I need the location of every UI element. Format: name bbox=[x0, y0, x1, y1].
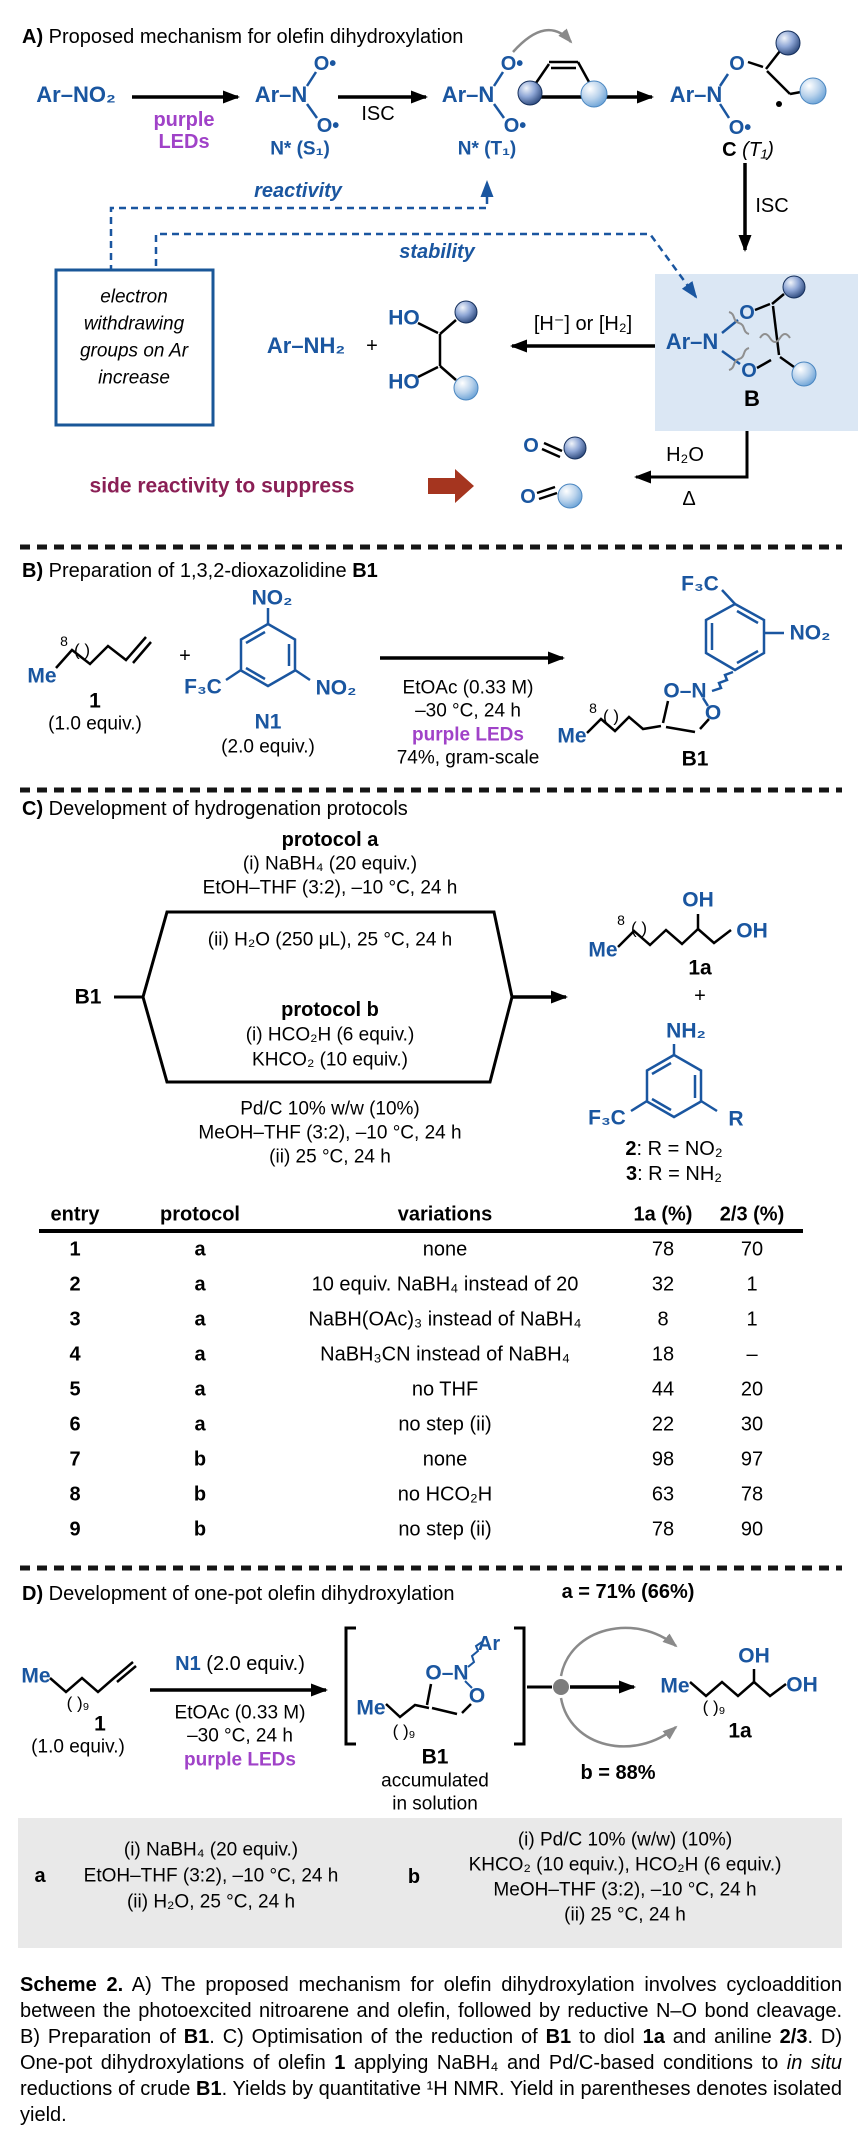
table-cell: 8 bbox=[657, 1308, 669, 1330]
table-cell: a bbox=[194, 1308, 206, 1330]
def-compound-3 bbox=[626, 1164, 722, 1184]
ho-label-top: HO bbox=[388, 306, 420, 330]
chain-paren-1a: ( ) bbox=[630, 918, 648, 938]
ar-n-t1: Ar–N bbox=[441, 82, 495, 107]
table-row bbox=[0, 1442, 860, 1477]
ar-no2-formula: Ar–NO₂ bbox=[36, 82, 116, 107]
th-protocol: protocol bbox=[160, 1203, 240, 1226]
me-label-d1: Me bbox=[21, 1664, 51, 1688]
aldehyde-o-top: O bbox=[523, 435, 539, 457]
table-cell: 3 bbox=[69, 1308, 81, 1330]
table-cell: 44 bbox=[651, 1378, 675, 1400]
plus-sign-c: + bbox=[694, 985, 706, 1007]
isc-label-2: ISC bbox=[755, 195, 789, 217]
h2o-label: H₂O bbox=[666, 444, 704, 466]
table-cell: a bbox=[194, 1238, 206, 1260]
protocol-table-body bbox=[0, 1232, 860, 1547]
caption-segment: 2/3 bbox=[779, 2026, 808, 2048]
table-cell: 4 bbox=[69, 1343, 81, 1365]
o-label-b-bottom: O bbox=[741, 360, 757, 382]
protocol-b-line1: (i) HCO₂H (6 equiv.) bbox=[245, 1024, 415, 1046]
chain-sup-1a: 8 bbox=[617, 912, 625, 928]
o-radical-t1-bottom: O• bbox=[503, 115, 527, 137]
stability-label: stability bbox=[399, 241, 475, 263]
protocol-b-line3: Pd/C 10% w/w (10%) bbox=[240, 1098, 420, 1120]
oh-right-1a-d: OH bbox=[786, 1673, 818, 1697]
protocol-a-line3: (ii) H₂O (250 μL), 25 °C, 24 h bbox=[207, 929, 453, 951]
side-reactivity-label: side reactivity to suppress bbox=[89, 474, 355, 498]
table-cell: 5 bbox=[69, 1378, 81, 1400]
cond-d-2: –30 °C, 24 h bbox=[187, 1725, 293, 1747]
o-radical-s1-bottom: O• bbox=[316, 115, 340, 137]
cond-d-1: EtOAc (0.33 M) bbox=[174, 1702, 306, 1724]
table-cell: b bbox=[193, 1483, 207, 1505]
plus-sign-b: + bbox=[179, 645, 191, 667]
compound-1-label: 1 bbox=[89, 689, 101, 713]
n-star-s1-label: N* (S₁) bbox=[270, 138, 330, 160]
table-cell: 32 bbox=[651, 1273, 675, 1295]
section-c-title: Development of hydrogenation protocols bbox=[43, 798, 408, 820]
o-label-ct1: O bbox=[729, 53, 745, 75]
nitroarene-n1-structure bbox=[226, 608, 310, 686]
cond-b-4: 74%, gram-scale bbox=[396, 747, 540, 769]
section-d-title: Development of one-pot olefin dihydroxylation bbox=[43, 1583, 455, 1605]
olefin-1-structure-d bbox=[50, 1662, 136, 1692]
compound-1a-label-d: 1a bbox=[728, 1719, 752, 1743]
delta-label: Δ bbox=[682, 488, 696, 510]
excited-nitroarene-s1-bonds bbox=[307, 72, 317, 118]
c-t1-bold: C bbox=[722, 139, 737, 161]
compound-b-label: B bbox=[744, 386, 760, 411]
ewg-line-3: groups on Ar bbox=[79, 340, 189, 362]
section-a-label: A) bbox=[22, 26, 44, 48]
table-cell: 2 bbox=[69, 1273, 81, 1295]
hydride-conditions: [H⁻] or [H₂] bbox=[533, 313, 633, 335]
table-cell: 78 bbox=[651, 1518, 675, 1540]
chain-paren-b1: ( ) bbox=[602, 706, 620, 726]
table-cell: b bbox=[193, 1448, 207, 1470]
compound-b1-label: B1 bbox=[681, 747, 709, 771]
c-t1-label bbox=[722, 140, 774, 160]
table-cell: no HCO₂H bbox=[397, 1483, 493, 1505]
table-cell: 9 bbox=[69, 1518, 81, 1540]
table-cell: 30 bbox=[740, 1413, 764, 1435]
caption-segment: applying NaBH₄ and Pd/C-based conditions to bbox=[345, 2052, 787, 2074]
table-row bbox=[0, 1372, 860, 1407]
def-2-num: 2 bbox=[625, 1138, 637, 1160]
def-3-rest: : R = NH₂ bbox=[637, 1163, 723, 1185]
def-3-num: 3 bbox=[625, 1163, 638, 1185]
aniline-r: R bbox=[728, 1107, 744, 1131]
ho-label-bottom: HO bbox=[388, 370, 420, 394]
table-cell: 20 bbox=[740, 1378, 764, 1400]
n1-rest: (2.0 equiv.) bbox=[200, 1653, 305, 1675]
table-cell: 10 equiv. NaBH₄ instead of 20 bbox=[311, 1273, 579, 1295]
b1-f3c: F₃C bbox=[681, 572, 719, 596]
table-cell: 7 bbox=[69, 1448, 81, 1470]
me-label-1: Me bbox=[27, 664, 57, 688]
def-2-rest: : R = NO₂ bbox=[636, 1138, 723, 1160]
box-b-line1: (i) Pd/C 10% (w/w) (10%) bbox=[517, 1829, 733, 1851]
ewg-line-4: increase bbox=[98, 367, 170, 389]
table-cell: no step (ii) bbox=[398, 1518, 492, 1540]
section-b-title: Preparation of 1,3,2-dioxazolidine bbox=[43, 560, 353, 582]
chain-paren-d1: ( )₉ bbox=[66, 1693, 90, 1713]
me-label-d-int: Me bbox=[356, 1696, 386, 1720]
table-row bbox=[0, 1232, 860, 1267]
equiv-1-label-d: (1.0 equiv.) bbox=[31, 1736, 125, 1758]
caption-segment: to diol bbox=[571, 2026, 643, 2048]
cond-d-3: purple LEDs bbox=[184, 1749, 296, 1771]
reactivity-label: reactivity bbox=[254, 180, 342, 202]
table-cell: 1 bbox=[69, 1238, 81, 1260]
table-row bbox=[0, 1477, 860, 1512]
n1-bold: N1 bbox=[175, 1653, 201, 1675]
table-cell: 63 bbox=[651, 1483, 675, 1505]
n1-no2-top: NO₂ bbox=[251, 586, 293, 610]
table-cell: 8 bbox=[69, 1483, 81, 1505]
ar-n-s1: Ar–N bbox=[254, 82, 308, 107]
aniline-f3c: F₃C bbox=[588, 1106, 626, 1130]
equiv-1-label: (1.0 equiv.) bbox=[48, 713, 142, 735]
cond-b-2: –30 °C, 24 h bbox=[415, 700, 521, 722]
excited-nitroarene-t1-bonds bbox=[494, 72, 504, 118]
o-n-label-d: O–N bbox=[425, 1661, 469, 1685]
me-label-b1: Me bbox=[557, 724, 587, 748]
def-compound-2 bbox=[625, 1139, 722, 1159]
oh-right-1a: OH bbox=[736, 919, 768, 943]
box-b-label: b bbox=[407, 1866, 421, 1888]
b1-reactant-label: B1 bbox=[74, 985, 102, 1009]
o-radical-ct1: O• bbox=[728, 117, 752, 139]
aldehyde-o-bottom: O bbox=[520, 486, 536, 508]
yield-a-rest: = 71% (66%) bbox=[572, 1581, 695, 1603]
o-label-b-top: O bbox=[739, 302, 755, 324]
b1-o2: O bbox=[704, 701, 722, 725]
section-d-label: D) bbox=[22, 1583, 44, 1605]
compound-1-label-d: 1 bbox=[94, 1712, 106, 1736]
n1-no2-right: NO₂ bbox=[315, 676, 357, 700]
th-2-3: 2/3 (%) bbox=[719, 1203, 785, 1226]
section-c-label: C) bbox=[22, 798, 44, 820]
n-star-t1-label: N* (T₁) bbox=[457, 138, 517, 160]
in-solution-label: in solution bbox=[392, 1793, 478, 1815]
yield-b-bold: b bbox=[580, 1762, 593, 1784]
side-reactivity-block-arrow bbox=[428, 469, 474, 503]
table-cell: a bbox=[194, 1413, 206, 1435]
oh-top-1a: OH bbox=[682, 888, 714, 912]
compound-n1-label: N1 bbox=[254, 710, 282, 734]
table-cell: no THF bbox=[411, 1378, 479, 1400]
n1-f3c: F₃C bbox=[184, 675, 222, 699]
table-cell: 98 bbox=[651, 1448, 675, 1470]
yield-a-bold: a bbox=[561, 1581, 573, 1603]
caption-segment: B1 bbox=[183, 2026, 210, 2048]
chain-paren-d-int: ( )₉ bbox=[392, 1721, 416, 1741]
o2-label-d: O bbox=[468, 1684, 486, 1708]
fork-arrows bbox=[527, 1628, 676, 1747]
table-cell: 1 bbox=[746, 1308, 758, 1330]
purple-leds-line1: purple bbox=[153, 109, 215, 131]
chain-paren-1: ( ) bbox=[73, 640, 91, 660]
box-a-line2: EtOH–THF (3:2), –10 °C, 24 h bbox=[83, 1865, 339, 1887]
diol-structure bbox=[418, 301, 478, 400]
box-b-line2: KHCO₂ (10 equiv.), HCO₂H (6 equiv.) bbox=[468, 1854, 782, 1876]
table-cell: NaBH(OAc)₃ instead of NaBH₄ bbox=[308, 1308, 582, 1330]
table-cell: none bbox=[422, 1238, 468, 1260]
section-a-header bbox=[22, 24, 463, 50]
yield-b-label bbox=[580, 1763, 655, 1783]
me-label-1a-d: Me bbox=[660, 1674, 690, 1698]
table-cell: 6 bbox=[69, 1413, 81, 1435]
th-1a: 1a (%) bbox=[633, 1203, 693, 1226]
table-cell: a bbox=[194, 1378, 206, 1400]
protocol-a-line1: (i) NaBH₄ (20 equiv.) bbox=[242, 853, 418, 875]
table-cell: NaBH₃CN instead of NaBH₄ bbox=[320, 1343, 570, 1365]
protocol-a-line2: EtOH–THF (3:2), –10 °C, 24 h bbox=[202, 877, 458, 899]
protocol-b-line2: KHCO₂ (10 equiv.) bbox=[252, 1049, 408, 1071]
th-entry: entry bbox=[50, 1203, 100, 1226]
caption-segment: B1 bbox=[196, 2078, 222, 2100]
table-row bbox=[0, 1512, 860, 1547]
cond-b-3: purple LEDs bbox=[412, 724, 524, 746]
table-cell: a bbox=[194, 1273, 206, 1295]
chain-sup-1: 8 bbox=[60, 633, 68, 649]
isc-label-1: ISC bbox=[361, 103, 395, 125]
table-row bbox=[0, 1267, 860, 1302]
ewg-line-2: withdrawing bbox=[83, 313, 185, 335]
th-variations: variations bbox=[397, 1203, 493, 1226]
table-cell: 18 bbox=[651, 1343, 675, 1365]
caption-segment: in situ bbox=[786, 2052, 842, 2074]
box-b-line3: MeOH–THF (3:2), –10 °C, 24 h bbox=[493, 1879, 757, 1901]
accumulated-label: accumulated bbox=[381, 1770, 489, 1792]
section-b-title-bold: B1 bbox=[352, 560, 378, 582]
o-radical-s1-top: O• bbox=[313, 53, 337, 75]
table-row bbox=[0, 1337, 860, 1372]
caption-segment: 1a bbox=[642, 2026, 665, 2048]
caption-segment: and aniline bbox=[664, 2026, 780, 2048]
yield-a-label bbox=[562, 1582, 695, 1602]
figure-caption bbox=[20, 1972, 842, 2128]
caption-segment: . C) Optimisation of the reduction of bbox=[209, 2026, 546, 2048]
table-row bbox=[0, 1407, 860, 1442]
section-b-header bbox=[22, 558, 378, 584]
table-cell: no step (ii) bbox=[398, 1413, 492, 1435]
ewg-line-1: electron bbox=[100, 286, 168, 308]
b1-o-n: O–N bbox=[663, 679, 707, 703]
n1-conditions-label bbox=[175, 1654, 305, 1674]
table-cell: – bbox=[746, 1343, 758, 1365]
protocol-b-title: protocol b bbox=[281, 999, 379, 1021]
table-row bbox=[0, 1302, 860, 1337]
box-a-line3: (ii) H₂O, 25 °C, 24 h bbox=[126, 1891, 296, 1913]
ar-n-b: Ar–N bbox=[665, 329, 719, 354]
table-cell: 78 bbox=[651, 1238, 675, 1260]
purple-leds-line2: LEDs bbox=[158, 131, 210, 153]
section-d-header bbox=[22, 1581, 454, 1607]
table-cell: 97 bbox=[740, 1448, 764, 1470]
caption-segment: 1 bbox=[334, 2052, 346, 2074]
table-cell: 70 bbox=[740, 1238, 764, 1260]
compound-1a-label: 1a bbox=[688, 956, 712, 980]
table-cell: 78 bbox=[740, 1483, 764, 1505]
nh2-label: NH₂ bbox=[666, 1019, 706, 1043]
olefin-1-structure bbox=[56, 637, 151, 668]
protocol-b-line5: (ii) 25 °C, 24 h bbox=[269, 1146, 391, 1168]
section-b-label: B) bbox=[22, 560, 44, 582]
ar-n-ct1: Ar–N bbox=[669, 82, 723, 107]
box-a-line1: (i) NaBH₄ (20 equiv.) bbox=[123, 1839, 299, 1861]
caption-segment: . D) One-pot dihydroxylations of olefin bbox=[20, 2026, 842, 2074]
c-t1-rest: (T₁) bbox=[736, 139, 774, 161]
table-cell: a bbox=[194, 1343, 206, 1365]
ar-nh2-formula: Ar–NH₂ bbox=[266, 333, 346, 358]
protocol-b-line4: MeOH–THF (3:2), –10 °C, 24 h bbox=[198, 1122, 462, 1144]
cond-b-1: EtOAc (0.33 M) bbox=[402, 677, 534, 699]
plus-sign-a: + bbox=[366, 335, 378, 357]
caption-segment: reductions of crude bbox=[20, 2078, 197, 2100]
yield-b-rest: = 88% bbox=[592, 1762, 656, 1784]
ar-label-d: Ar bbox=[477, 1633, 501, 1655]
box-b-line4: (ii) 25 °C, 24 h bbox=[564, 1904, 686, 1926]
caption-segment: Scheme 2. bbox=[20, 1974, 124, 1996]
chain-paren-1a-d: ( )₉ bbox=[702, 1697, 726, 1717]
table-cell: 90 bbox=[740, 1518, 764, 1540]
protocol-a-title: protocol a bbox=[281, 829, 379, 851]
o-radical-t1-top: O• bbox=[500, 53, 524, 75]
section-c-header bbox=[22, 796, 408, 822]
chain-sup-b1: 8 bbox=[589, 700, 597, 716]
table-cell: none bbox=[422, 1448, 468, 1470]
diol-1a-structure-d bbox=[690, 1669, 786, 1696]
caption-segment: A) The proposed mechanism for olefin dihydroxylation involves cycloaddition between the photoexcited nitroarene and olefin, followed by reductive N–O bond cleavage. B) Preparation of bbox=[20, 1974, 842, 2048]
box-a-label: a bbox=[34, 1865, 46, 1887]
equiv-n1-label: (2.0 equiv.) bbox=[221, 736, 315, 758]
aniline-2-3-structure bbox=[631, 1044, 717, 1117]
caption-segment: . Yields by quantitative ¹H NMR. Yield in parentheses denotes isolated yield. bbox=[20, 2078, 842, 2126]
oh-top-1a-d: OH bbox=[738, 1644, 770, 1668]
table-cell: 1 bbox=[746, 1273, 758, 1295]
caption-segment: B1 bbox=[545, 2026, 572, 2048]
section-a-title: Proposed mechanism for olefin dihydroxylation bbox=[43, 26, 464, 48]
table-cell: 22 bbox=[651, 1413, 675, 1435]
me-label-1a: Me bbox=[588, 938, 618, 962]
table-cell: b bbox=[193, 1518, 207, 1540]
aldehyde-structures bbox=[537, 437, 586, 508]
b1-no2: NO₂ bbox=[789, 621, 831, 645]
b1-label-d: B1 bbox=[421, 1745, 449, 1769]
